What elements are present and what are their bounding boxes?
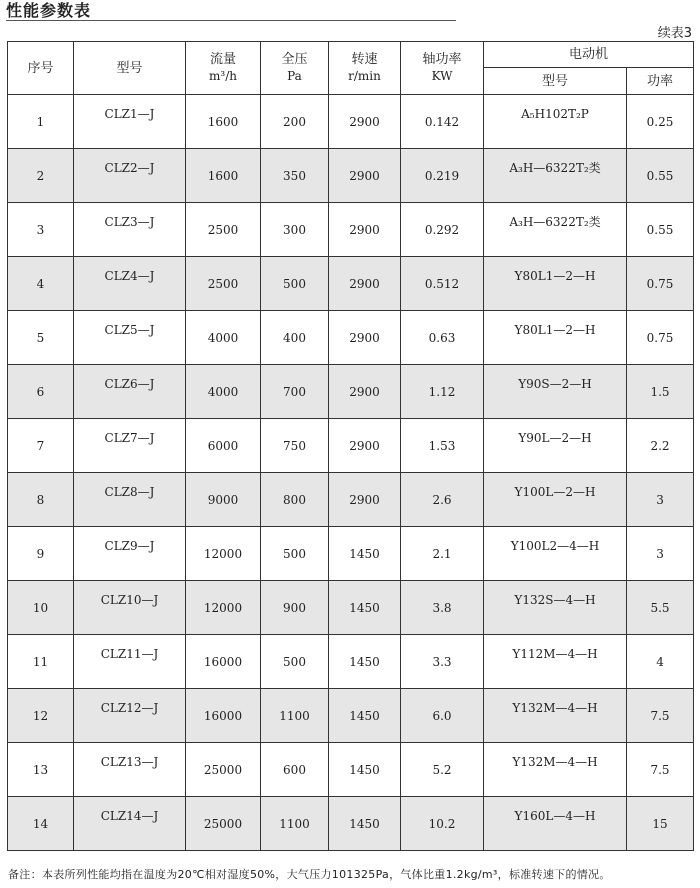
cell-model xyxy=(74,311,186,365)
cell-shaft-power xyxy=(401,419,484,473)
cell-speed xyxy=(329,365,401,419)
cell-model-text: CLZ14—J xyxy=(100,808,159,823)
cell-motor-power xyxy=(627,689,694,743)
cell-motor-model xyxy=(484,419,627,473)
cell-seq-text: 7 xyxy=(36,438,45,453)
cell-motor-power-text: 7.5 xyxy=(650,708,670,723)
cell-speed-text: 1450 xyxy=(349,708,380,723)
cell-flow xyxy=(186,689,261,743)
header-flow xyxy=(186,42,261,95)
cell-speed-text: 1450 xyxy=(349,762,380,777)
cell-shaft-power xyxy=(401,365,484,419)
cell-speed-text: 2900 xyxy=(349,168,380,183)
cell-flow xyxy=(186,635,261,689)
cell-motor-model xyxy=(484,635,627,689)
cell-motor-power xyxy=(627,149,694,203)
cell-model-text: CLZ13—J xyxy=(100,754,159,769)
cell-seq xyxy=(8,743,74,797)
cell-model xyxy=(74,257,186,311)
header-model: 型号 xyxy=(74,42,186,95)
table-row xyxy=(8,581,694,635)
cell-motor-model xyxy=(484,473,627,527)
cell-pressure xyxy=(261,95,329,149)
cell-model xyxy=(74,419,186,473)
cell-speed xyxy=(329,257,401,311)
cell-flow xyxy=(186,743,261,797)
cell-motor-model-text: A₃H—6322T₂类 xyxy=(509,215,601,229)
cell-motor-power xyxy=(627,581,694,635)
cell-flow-text: 9000 xyxy=(207,492,239,507)
cell-speed-text: 2900 xyxy=(349,492,380,507)
table-row xyxy=(8,203,694,257)
cell-motor-model-text: Y100L2—4—H xyxy=(510,538,600,553)
cell-flow xyxy=(186,257,261,311)
cell-pressure xyxy=(261,689,329,743)
cell-motor-model xyxy=(484,689,627,743)
performance-table xyxy=(7,41,694,851)
cell-pressure-text: 500 xyxy=(283,546,306,561)
cell-motor-power xyxy=(627,419,694,473)
cell-model xyxy=(74,473,186,527)
cell-motor-model-text: Y160L—4—H xyxy=(514,808,596,823)
cell-flow-text: 12000 xyxy=(203,546,243,561)
cell-shaft-power xyxy=(401,635,484,689)
cell-flow-text: 16000 xyxy=(203,708,243,723)
header-pressure xyxy=(261,42,329,95)
cell-flow xyxy=(186,95,261,149)
page-title: 性能参数表 xyxy=(6,1,92,20)
cell-model xyxy=(74,365,186,419)
cell-speed-text: 2900 xyxy=(349,222,380,237)
cell-speed xyxy=(329,203,401,257)
cell-seq-text: 10 xyxy=(32,600,49,615)
cell-model xyxy=(74,797,186,851)
cell-speed xyxy=(329,311,401,365)
cell-motor-power xyxy=(627,527,694,581)
cell-flow xyxy=(186,365,261,419)
cell-pressure-text: 500 xyxy=(283,276,306,291)
cell-pressure xyxy=(261,365,329,419)
cell-motor-model xyxy=(484,743,627,797)
cell-model xyxy=(74,581,186,635)
cell-flow-text: 1600 xyxy=(207,114,239,129)
cell-shaft-power-text: 10.2 xyxy=(428,816,456,831)
header-shaft-power xyxy=(401,42,484,95)
cell-seq-text: 6 xyxy=(36,384,45,399)
table-row xyxy=(8,743,694,797)
cell-shaft-power-text: 5.2 xyxy=(432,762,452,777)
cell-motor-power xyxy=(627,635,694,689)
cell-motor-power-text: 0.55 xyxy=(646,168,674,183)
cell-seq-text: 14 xyxy=(32,816,49,831)
cell-flow-text: 25000 xyxy=(203,816,243,831)
cell-speed-text: 1450 xyxy=(349,816,380,831)
cell-model xyxy=(74,149,186,203)
cell-speed xyxy=(329,527,401,581)
cell-seq xyxy=(8,635,74,689)
cell-flow-text: 12000 xyxy=(203,600,243,615)
cell-pressure xyxy=(261,743,329,797)
cell-shaft-power-text: 6.0 xyxy=(432,708,452,723)
cell-speed-text: 1450 xyxy=(349,600,380,615)
cell-model xyxy=(74,635,186,689)
cell-motor-model-text: A₅H102T₂P xyxy=(521,106,589,121)
cell-seq-text: 2 xyxy=(36,168,45,183)
cell-motor-model xyxy=(484,257,627,311)
cell-motor-model xyxy=(484,365,627,419)
table-row xyxy=(8,635,694,689)
cell-pressure-text: 400 xyxy=(283,330,306,345)
cell-model xyxy=(74,203,186,257)
cell-pressure xyxy=(261,149,329,203)
cell-motor-power-text: 4 xyxy=(656,654,664,669)
cell-seq xyxy=(8,149,74,203)
cell-speed-text: 2900 xyxy=(349,438,380,453)
cell-motor-model xyxy=(484,311,627,365)
cell-speed xyxy=(329,743,401,797)
cell-pressure-text: 600 xyxy=(283,762,306,777)
cell-motor-model xyxy=(484,527,627,581)
cell-pressure xyxy=(261,311,329,365)
table-row xyxy=(8,257,694,311)
cell-model-text: CLZ11—J xyxy=(100,646,159,661)
cell-seq-text: 11 xyxy=(32,654,49,669)
cell-seq-text: 1 xyxy=(36,114,45,129)
cell-motor-model-text: Y132S—4—H xyxy=(514,592,596,607)
cell-speed-text: 2900 xyxy=(349,384,380,399)
cell-pressure-text: 500 xyxy=(283,654,306,669)
header-motor-model: 型号 xyxy=(484,68,627,95)
cell-flow-text: 4000 xyxy=(207,384,239,399)
header-shaft-power-unit: KW xyxy=(431,69,453,83)
cell-motor-model-text: Y90L—2—H xyxy=(518,430,592,445)
cell-speed xyxy=(329,581,401,635)
footnote: 备注：本表所列性能均指在温度为20℃相对湿度50%，大气压力101325Pa，气体比重1.2kg/m³，标准转速下的情况。 xyxy=(8,868,611,881)
cell-seq xyxy=(8,473,74,527)
cell-speed-text: 2900 xyxy=(349,276,380,291)
cell-motor-model xyxy=(484,149,627,203)
cell-shaft-power-text: 2.6 xyxy=(432,492,452,507)
table-row xyxy=(8,365,694,419)
cell-flow xyxy=(186,311,261,365)
cell-flow-text: 16000 xyxy=(203,654,243,669)
cell-flow xyxy=(186,527,261,581)
header-speed-label: 转速 xyxy=(351,52,378,67)
cell-shaft-power xyxy=(401,95,484,149)
table-row xyxy=(8,689,694,743)
cell-pressure-text: 350 xyxy=(283,168,306,183)
cell-motor-model-text: Y100L—2—H xyxy=(514,484,596,499)
cell-model-text: CLZ8—J xyxy=(104,484,155,499)
table-row xyxy=(8,419,694,473)
cell-shaft-power-text: 0.219 xyxy=(424,168,460,183)
cell-seq xyxy=(8,689,74,743)
cell-flow-text: 6000 xyxy=(207,438,239,453)
header-seq: 序号 xyxy=(8,42,74,95)
cell-motor-power-text: 7.5 xyxy=(650,762,670,777)
cell-shaft-power-text: 0.292 xyxy=(424,222,460,237)
cell-flow xyxy=(186,473,261,527)
cell-shaft-power-text: 2.1 xyxy=(432,546,452,561)
cell-shaft-power xyxy=(401,797,484,851)
cell-seq xyxy=(8,581,74,635)
cell-shaft-power xyxy=(401,743,484,797)
cell-speed xyxy=(329,149,401,203)
cell-pressure xyxy=(261,419,329,473)
cell-motor-power xyxy=(627,743,694,797)
cell-motor-model-text: Y90S—2—H xyxy=(518,376,592,391)
cell-shaft-power-text: 0.63 xyxy=(428,330,456,345)
cell-motor-power-text: 15 xyxy=(652,816,668,831)
table-body xyxy=(8,95,694,851)
cell-motor-model-text: A₃H—6322T₂类 xyxy=(509,161,601,175)
cell-motor-power-text: 2.2 xyxy=(650,438,670,453)
cell-model-text: CLZ3—J xyxy=(104,214,155,229)
table-row xyxy=(8,95,694,149)
cell-shaft-power xyxy=(401,473,484,527)
cell-seq xyxy=(8,527,74,581)
cell-speed xyxy=(329,419,401,473)
cell-shaft-power-text: 3.3 xyxy=(432,654,452,669)
cell-seq xyxy=(8,365,74,419)
table-row xyxy=(8,797,694,851)
cell-motor-power-text: 0.75 xyxy=(646,276,674,291)
cell-motor-power xyxy=(627,95,694,149)
cell-pressure xyxy=(261,581,329,635)
cell-model xyxy=(74,689,186,743)
cell-shaft-power xyxy=(401,203,484,257)
cell-motor-power xyxy=(627,365,694,419)
cell-pressure xyxy=(261,527,329,581)
cell-pressure xyxy=(261,203,329,257)
cell-model-text: CLZ12—J xyxy=(100,700,159,715)
cell-seq xyxy=(8,203,74,257)
cell-flow xyxy=(186,149,261,203)
cell-motor-power xyxy=(627,473,694,527)
cell-pressure-text: 200 xyxy=(283,114,306,129)
cell-motor-model-text: Y80L1—2—H xyxy=(514,268,596,283)
cell-seq xyxy=(8,311,74,365)
cell-speed-text: 2900 xyxy=(349,330,380,345)
cell-flow xyxy=(186,203,261,257)
cell-flow-text: 2500 xyxy=(207,276,239,291)
cell-seq-text: 13 xyxy=(32,762,49,777)
cell-motor-power xyxy=(627,797,694,851)
cell-motor-model-text: Y132M—4—H xyxy=(512,754,598,769)
cell-model-text: CLZ6—J xyxy=(104,376,155,391)
cell-model-text: CLZ5—J xyxy=(104,322,155,337)
cell-pressure-text: 800 xyxy=(283,492,306,507)
cell-motor-model-text: Y80L1—2—H xyxy=(514,322,596,337)
cell-shaft-power-text: 1.12 xyxy=(428,384,456,399)
cell-seq-text: 5 xyxy=(36,330,45,345)
cell-motor-power-text: 0.25 xyxy=(646,114,674,129)
cell-flow xyxy=(186,581,261,635)
cell-model-text: CLZ4—J xyxy=(104,268,155,283)
cell-pressure-text: 900 xyxy=(283,600,306,615)
cell-speed xyxy=(329,689,401,743)
cell-motor-model xyxy=(484,95,627,149)
continued-label: 续表3 xyxy=(657,26,692,41)
cell-motor-power-text: 3 xyxy=(656,492,664,507)
cell-motor-model-text: Y132M—4—H xyxy=(512,700,598,715)
cell-pressure-text: 700 xyxy=(283,384,306,399)
cell-shaft-power-text: 0.142 xyxy=(424,114,460,129)
cell-motor-power-text: 0.55 xyxy=(646,222,674,237)
cell-flow-text: 25000 xyxy=(203,762,243,777)
cell-seq-text: 4 xyxy=(36,276,45,291)
cell-motor-power-text: 1.5 xyxy=(650,384,670,399)
cell-speed-text: 1450 xyxy=(349,546,380,561)
cell-motor-power-text: 3 xyxy=(656,546,664,561)
cell-motor-model xyxy=(484,203,627,257)
cell-speed-text: 1450 xyxy=(349,654,380,669)
cell-pressure xyxy=(261,257,329,311)
cell-flow xyxy=(186,797,261,851)
header-shaft-power-label: 轴功率 xyxy=(422,52,462,67)
table-row xyxy=(8,473,694,527)
cell-motor-power xyxy=(627,257,694,311)
cell-shaft-power-text: 3.8 xyxy=(432,600,452,615)
cell-pressure xyxy=(261,473,329,527)
table-row xyxy=(8,149,694,203)
cell-seq xyxy=(8,95,74,149)
cell-motor-model-text: Y112M—4—H xyxy=(512,646,598,661)
cell-seq xyxy=(8,797,74,851)
cell-shaft-power xyxy=(401,527,484,581)
cell-shaft-power xyxy=(401,149,484,203)
cell-model-text: CLZ9—J xyxy=(104,538,155,553)
cell-flow-text: 2500 xyxy=(207,222,239,237)
cell-shaft-power xyxy=(401,311,484,365)
cell-seq-text: 3 xyxy=(36,222,45,237)
cell-flow-text: 4000 xyxy=(207,330,239,345)
header-flow-label: 流量 xyxy=(209,52,236,67)
cell-motor-power-text: 5.5 xyxy=(650,600,670,615)
header-speed xyxy=(329,42,401,95)
cell-motor-power-text: 0.75 xyxy=(646,330,674,345)
title-underline xyxy=(6,20,456,21)
table-row xyxy=(8,311,694,365)
cell-motor-model xyxy=(484,581,627,635)
table-header xyxy=(8,42,694,95)
cell-pressure xyxy=(261,635,329,689)
cell-flow xyxy=(186,419,261,473)
cell-seq-text: 9 xyxy=(36,546,45,561)
cell-seq-text: 8 xyxy=(36,492,45,507)
cell-shaft-power xyxy=(401,689,484,743)
cell-pressure-text: 750 xyxy=(283,438,306,453)
cell-model xyxy=(74,527,186,581)
header-motor-power: 功率 xyxy=(627,68,694,95)
cell-pressure-text: 300 xyxy=(283,222,306,237)
cell-shaft-power-text: 0.512 xyxy=(424,276,460,291)
header-flow-unit: m³/h xyxy=(209,69,237,83)
cell-model-text: CLZ2—J xyxy=(104,160,155,175)
cell-motor-model xyxy=(484,797,627,851)
cell-pressure-text: 1100 xyxy=(279,816,310,831)
cell-model-text: CLZ1—J xyxy=(104,106,155,121)
cell-motor-power xyxy=(627,203,694,257)
header-pressure-unit: Pa xyxy=(287,69,302,83)
cell-model-text: CLZ7—J xyxy=(104,430,155,445)
cell-speed xyxy=(329,635,401,689)
cell-speed xyxy=(329,797,401,851)
header-motor: 电动机 xyxy=(484,42,694,68)
cell-model xyxy=(74,743,186,797)
cell-pressure xyxy=(261,797,329,851)
cell-seq xyxy=(8,257,74,311)
cell-seq-text: 12 xyxy=(32,708,49,723)
cell-model xyxy=(74,95,186,149)
cell-speed xyxy=(329,473,401,527)
cell-seq xyxy=(8,419,74,473)
table-row xyxy=(8,527,694,581)
header-pressure-label: 全压 xyxy=(281,52,308,67)
cell-speed-text: 2900 xyxy=(349,114,380,129)
cell-motor-power xyxy=(627,311,694,365)
cell-pressure-text: 1100 xyxy=(279,708,310,723)
cell-model-text: CLZ10—J xyxy=(100,592,159,607)
cell-speed xyxy=(329,95,401,149)
cell-shaft-power xyxy=(401,257,484,311)
header-speed-unit: r/min xyxy=(348,69,381,83)
cell-shaft-power-text: 1.53 xyxy=(428,438,456,453)
cell-shaft-power xyxy=(401,581,484,635)
cell-flow-text: 1600 xyxy=(207,168,239,183)
